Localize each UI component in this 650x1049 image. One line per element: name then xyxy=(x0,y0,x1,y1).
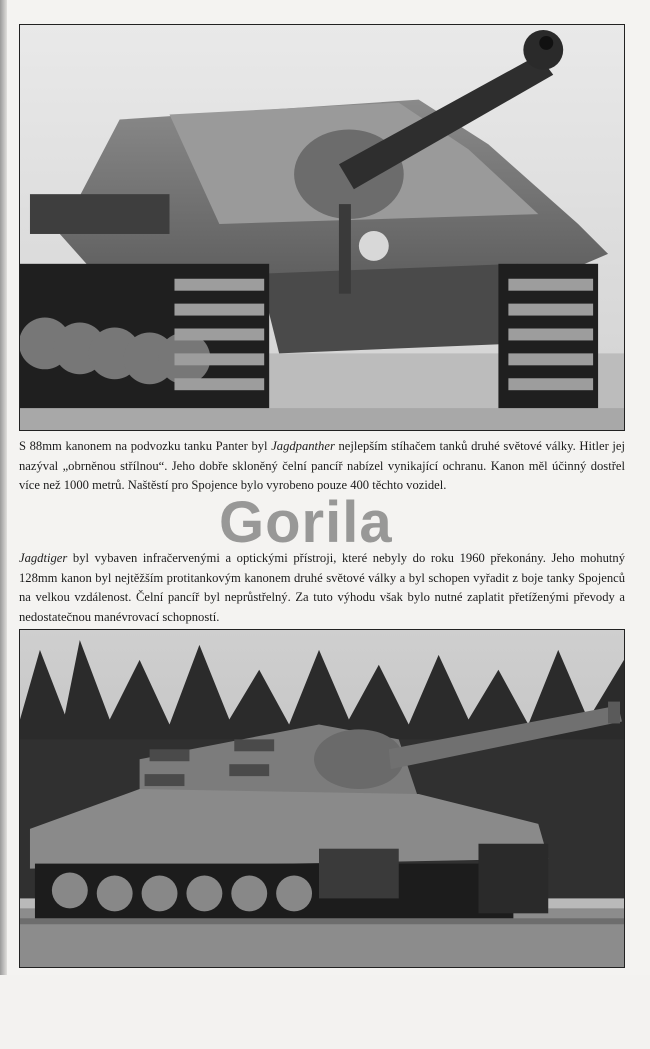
caption2-text: byl vybaven infračervenými a optickými přístroji, které nebyly do roku 1960 překonány. Jeho mohutný 128mm kanon byl nejtěžším protitankovým kanonem druhé světové války a byl schopen vyřadit z boje tanky Spojenců na velkou vzdálenost. Čelní pancíř byl neprůstřelný. Za tuto výhodu však bylo nutné zaplatit přetíženými převody a nedostatečnou manévrovací schopností. xyxy=(19,551,625,624)
page-bottom-margin xyxy=(0,975,650,1049)
jagdpanther-photo xyxy=(19,24,625,431)
watermark-logo: Gorila xyxy=(219,490,393,555)
caption1-text-start: S 88mm kanonem na podvozku tanku Panter byl xyxy=(19,439,272,453)
jagdpanther-name: Jagdpanther xyxy=(271,439,335,453)
jagdtiger-photo xyxy=(19,629,625,968)
jagdpanther-illustration xyxy=(20,25,624,430)
jagdpanther-caption xyxy=(19,437,625,496)
jagdtiger-illustration xyxy=(20,630,624,967)
page-binding-edge xyxy=(0,0,7,1049)
caption1-text-end: nejlepším stíhačem tanků druhé světové války. Hitler jej nazýval „obrněnou střílnou“. Jeho dobře skloněný čelní pancíř nabízel vynikající ochranu. Kanon měl účinný dostřel více než 1000 metrů. Naštěstí pro Spojence bylo vyrobeno pouze 400 těchto vozidel. xyxy=(19,439,626,493)
jagdtiger-caption xyxy=(19,549,625,627)
jagdtiger-name: Jagdtiger xyxy=(19,551,68,565)
